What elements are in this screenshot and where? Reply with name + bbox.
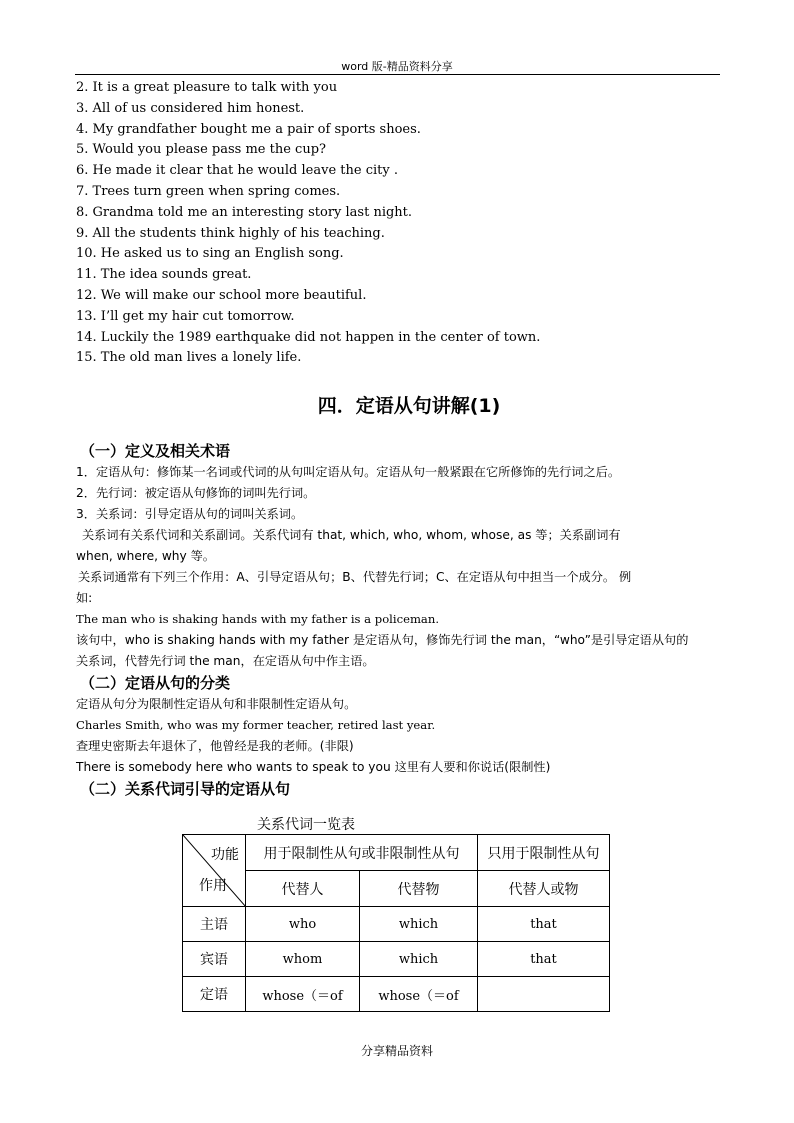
- row-header: 定语: [183, 977, 246, 1012]
- definition-item: 3．关系词：引导定语从句的词叫关系词。: [76, 507, 304, 522]
- sentence-item: 7. Trees turn green when spring comes.: [76, 183, 341, 199]
- heading-relative-pronouns: （二）关系代词引导的定语从句: [80, 780, 291, 799]
- header-rule: [75, 74, 720, 75]
- definition-item: 1．定语从句：修饰某一名词或代词的从句叫定语从句。定语从句一般紧跟在它所修饰的先行词之后。: [76, 465, 621, 480]
- example-translation: 查理史密斯去年退休了，他曾经是我的老师。(非限): [76, 739, 354, 754]
- heading-classification: （二）定语从句的分类: [80, 674, 231, 693]
- diagonal-header-cell: [183, 835, 246, 907]
- column-header: 代替人: [246, 871, 360, 907]
- column-header: 代替人或物: [478, 871, 610, 907]
- sentence-item: 6. He made it clear that he would leave the city .: [76, 163, 398, 179]
- table-cell: which: [360, 907, 478, 942]
- column-header: 代替物: [360, 871, 478, 907]
- group-header: 用于限制性从句或非限制性从句: [246, 835, 478, 871]
- sentence-item: 3. All of us considered him honest.: [76, 100, 305, 116]
- example-sentence: There is somebody here who wants to speak to you 这里有人要和你说话(限制性): [76, 760, 551, 775]
- example-sentence: Charles Smith, who was my former teacher, retired last year.: [76, 718, 436, 733]
- page-footer: 分享精品资料: [360, 1044, 433, 1058]
- table-cell: whose（＝of: [246, 977, 360, 1012]
- table-cell: who: [246, 907, 360, 942]
- table-cell: [478, 977, 610, 1012]
- sentence-item: 8. Grandma told me an interesting story last night.: [76, 204, 413, 220]
- sentence-item: 9. All the students think highly of his teaching.: [76, 225, 385, 241]
- page-header: word 版-精品资料分享: [341, 60, 453, 73]
- row-header: 宾语: [183, 942, 246, 977]
- example-sentence: The man who is shaking hands with my father is a policeman.: [76, 612, 440, 627]
- functions-line: 关系词通常有下列三个作用：A、引导定语从句；B、代替先行词；C、在定语从句中担当一个成分。 例: [78, 570, 632, 585]
- sentence-item: 10. He asked us to sing an English song.: [76, 246, 344, 262]
- explanation-line: 关系词，代替先行词 the man，在定语从句中作主语。: [76, 654, 375, 669]
- sentence-item: 4. My grandfather bought me a pair of sports shoes.: [76, 121, 421, 137]
- sentence-item: 5. Would you please pass me the cup?: [76, 142, 326, 158]
- sentence-item: 12. We will make our school more beautiful.: [76, 287, 367, 303]
- row-header: 主语: [183, 907, 246, 942]
- sentence-item: 14. Luckily the 1989 earthquake did not happen in the center of town.: [76, 329, 541, 345]
- relative-words-line: when, where, why 等。: [76, 549, 215, 564]
- functions-line: 如:: [76, 591, 93, 606]
- sentence-list: [76, 78, 722, 369]
- sentence-item: 2. It is a great pleasure to talk with you: [76, 80, 338, 95]
- table-caption: 关系代词一览表: [257, 817, 355, 833]
- classification-intro: 定语从句分为限制性定语从句和非限制性定语从句。: [76, 697, 357, 712]
- sentence-item: 15. The old man lives a lonely life.: [76, 350, 302, 366]
- group-header: 只用于限制性从句: [478, 835, 610, 871]
- explanation-line: 该句中，who is shaking hands with my father 是定语从句，修饰先行词 the man，“who”是引导定语从句的: [76, 633, 689, 648]
- table-row: [183, 907, 610, 942]
- table-cell: whose（＝of: [360, 977, 478, 1012]
- table-cell: whom: [246, 942, 360, 977]
- table-cell: which: [360, 942, 478, 977]
- definition-item: 2．先行词：被定语从句修饰的词叫先行词。: [76, 486, 316, 501]
- relative-pronoun-table: [182, 834, 610, 1012]
- diagonal-header-top: 功能: [211, 847, 239, 863]
- table-row: [183, 977, 610, 1012]
- relative-words-line: 关系词有关系代词和关系副词。关系代词有 that, which, who, whom, whose, as 等；关系副词有: [82, 528, 621, 543]
- table-cell: that: [478, 942, 610, 977]
- diagonal-header-bottom: 作用: [199, 878, 227, 894]
- document-body: [76, 78, 722, 800]
- heading-definitions: （一）定义及相关术语: [80, 442, 231, 461]
- sentence-item: 13. I’ll get my hair cut tomorrow.: [76, 308, 295, 324]
- sentence-item: 11. The idea sounds great.: [76, 267, 252, 283]
- table-cell: that: [478, 907, 610, 942]
- section-title: 四．定语从句讲解(1): [317, 395, 501, 418]
- table-row: [183, 942, 610, 977]
